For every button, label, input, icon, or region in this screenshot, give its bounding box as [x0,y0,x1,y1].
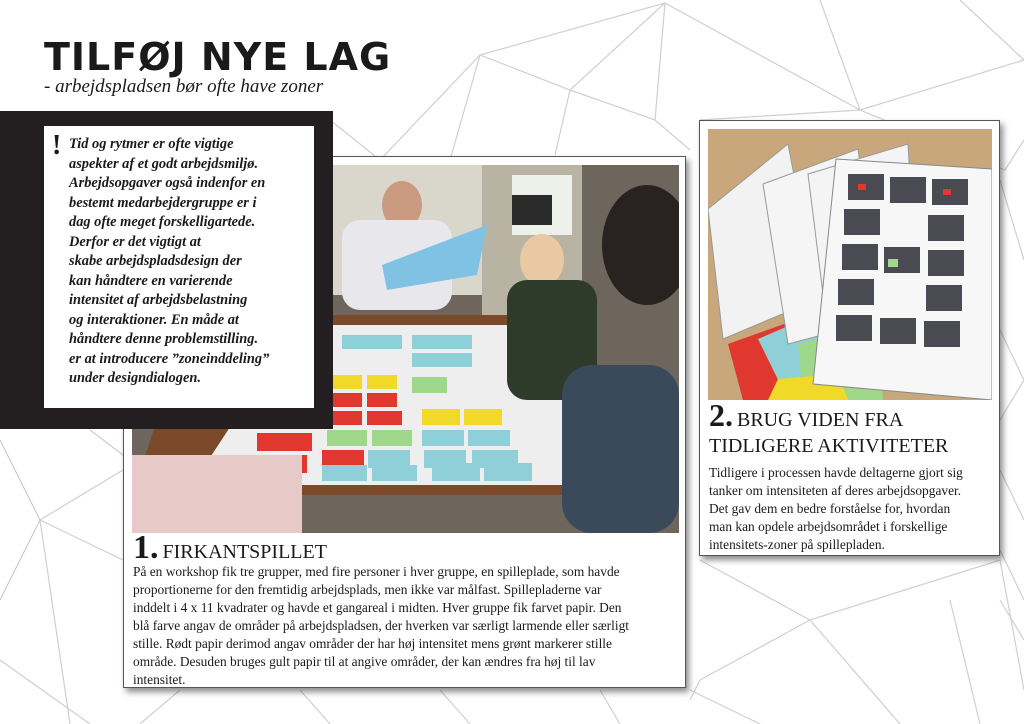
section1-number: 1. [133,529,159,566]
page-subtitle: - arbejdspladsen bør ofte have zoner [44,76,324,97]
note-box [44,126,314,408]
section1-heading [133,529,327,567]
documents-photo [708,129,992,400]
section1-title: FIRKANTSPILLET [162,541,327,563]
section2-heading [709,397,994,460]
section2-body: Tidligere i processen havde deltagerne gjort sig tanker om intensiteten af deres arbejdsopgaver. Det gav dem en bedre forståelse for, hvordan man kan opdele arbejdsområdet i forskellige intensitets-zoner på spillepladen. [709,465,963,552]
section2-number: 2. [709,397,733,433]
exclamation-icon: ! [52,130,62,161]
section-card-brug-viden [699,120,1000,556]
section2-title: BRUG VIDEN FRA TIDLIGERE AKTIVITETER [709,409,949,457]
section1-body: På en workshop fik tre grupper, med fire personer i hver gruppe, en spilleplade, som havde proportionerne for den fremtidig arbejdsplads, men ikke var målfast. Spillepladerne var inddelt i 4 x 11 kvadrater og havde et gangareal i midten. Hver gruppe fik farvet papir. Den blå farve angav de områder på arbejdspladsen, der hverken var særligt larmende eller særligt stille. Rødt papir derimod angav områder der har høj intensitet mens grønt markerer stille område. Desuden bruges gult papir til at angive områder, der kan ændres fra høj til lav intensitet. [133,564,630,687]
page-title: TILFØJ NYE LAG [44,35,392,79]
note-text: Tid og rytmer er ofte vigtige aspekter af et godt arbejdsmiljø. Arbejdsopgaver også indenfor en bestemt medarbejdergruppe er i dag ofte meget forskelligartede. Derfor er det vigtigt at skabe arbejdspladsdesign der kan håndtere en varierende intensitet af arbejdsbelastning og interaktioner. En måde at håndtere denne problemstilling. er at introducere ”zoneinddeling” under designdialogen. [69,136,270,386]
